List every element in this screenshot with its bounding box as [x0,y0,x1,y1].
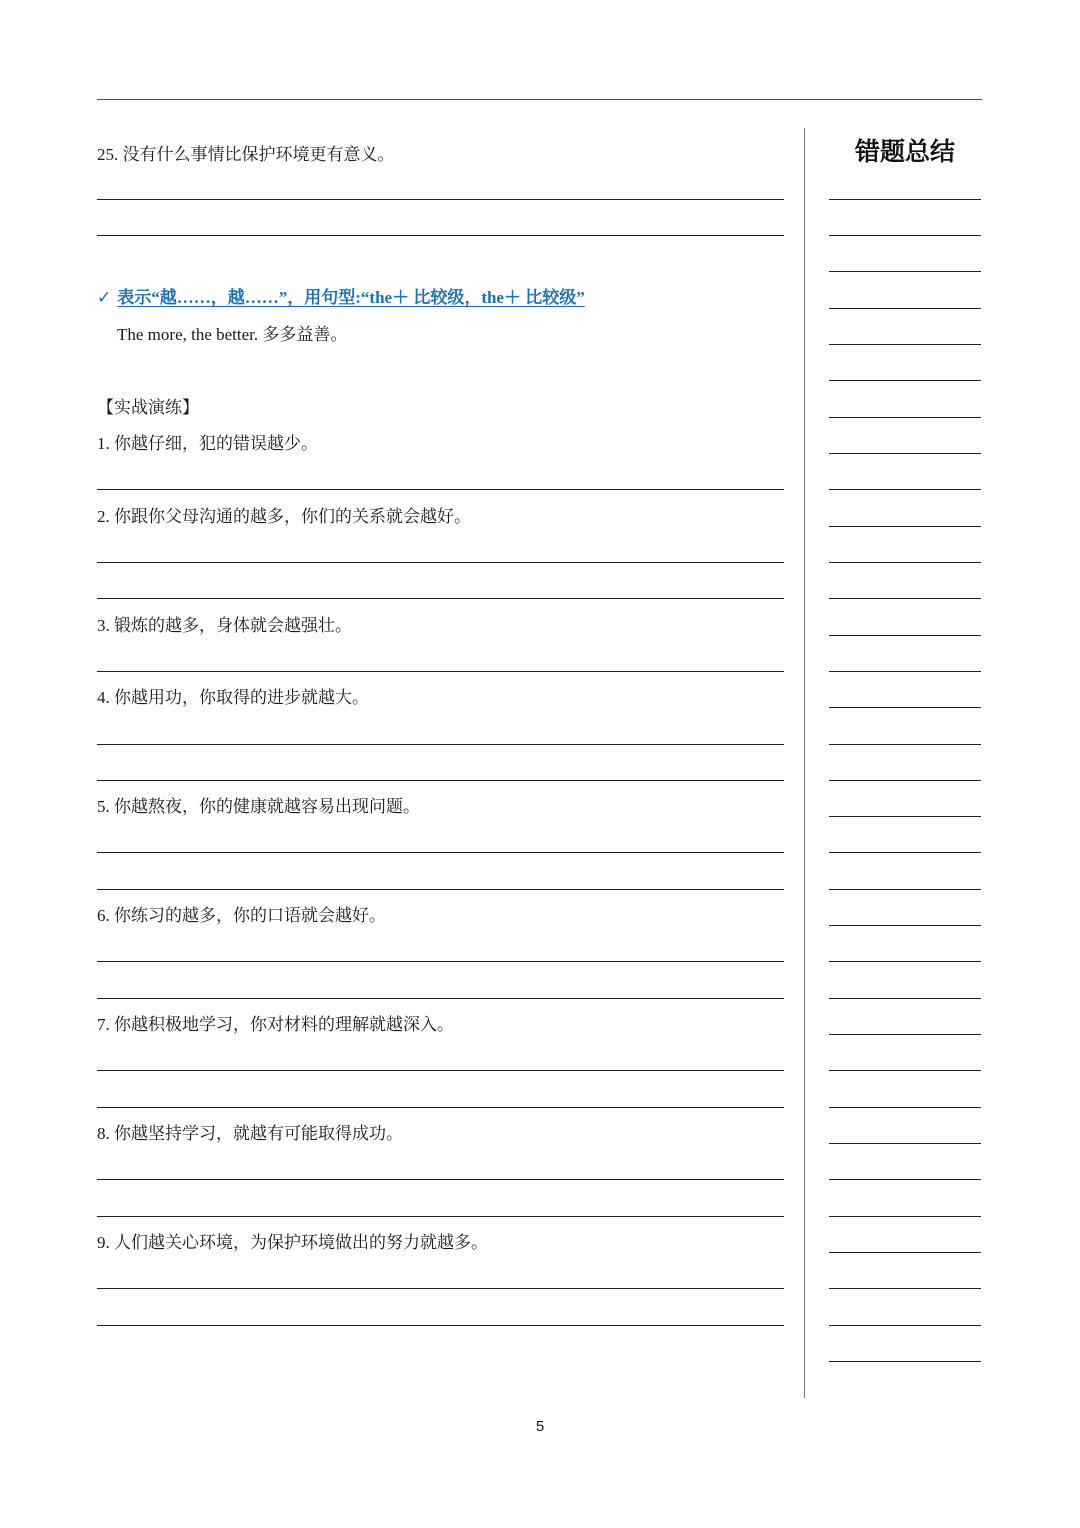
question-25: 25. 没有什么事情比保护环境更有意义。 [97,145,395,164]
page-number: 5 [535,1418,545,1435]
summary-line[interactable] [829,961,981,962]
summary-line[interactable] [829,1034,981,1035]
answer-line[interactable] [97,998,784,999]
summary-line[interactable] [829,526,981,527]
answer-line[interactable] [97,671,784,672]
summary-line[interactable] [829,1179,981,1180]
practice-item-7: 7. 你越积极地学习，你对材料的理解就越深入。 [97,1015,454,1034]
check-icon: ✓ [97,288,112,308]
answer-line[interactable] [97,744,784,745]
answer-line[interactable] [97,489,784,490]
summary-line[interactable] [829,635,981,636]
summary-line[interactable] [829,998,981,999]
answer-line[interactable] [97,235,784,236]
practice-item-5: 5. 你越熬夜，你的健康就越容易出现问题。 [97,797,420,816]
summary-line[interactable] [829,1288,981,1289]
practice-item-6: 6. 你练习的越多，你的口语就会越好。 [97,906,386,925]
summary-line[interactable] [829,1070,981,1071]
summary-line[interactable] [829,780,981,781]
column-divider [804,128,805,1398]
practice-item-8: 8. 你越坚持学习，就越有可能取得成功。 [97,1124,403,1143]
answer-line[interactable] [97,1325,784,1326]
summary-line[interactable] [829,489,981,490]
summary-line[interactable] [829,1325,981,1326]
summary-line[interactable] [829,562,981,563]
grammar-heading-text: 表示“越……，越……”，用句型:“the＋ 比较级，the＋ 比较级” [117,288,585,307]
practice-heading: 【实战演练】 [97,398,199,417]
answer-line[interactable] [97,598,784,599]
summary-line[interactable] [829,1216,981,1217]
error-summary-title: 错题总结 [854,137,955,166]
practice-item-9: 9. 人们越关心环境，为保护环境做出的努力就越多。 [97,1233,488,1252]
header-rule [97,99,982,100]
summary-line[interactable] [829,852,981,853]
answer-line[interactable] [97,1107,784,1108]
summary-line[interactable] [829,816,981,817]
practice-item-4: 4. 你越用功，你取得的进步就越大。 [97,688,369,707]
summary-line[interactable] [829,707,981,708]
answer-line[interactable] [97,1070,784,1071]
summary-line[interactable] [829,1361,981,1362]
answer-line[interactable] [97,1288,784,1289]
answer-line[interactable] [97,780,784,781]
answer-line[interactable] [97,889,784,890]
grammar-heading [97,286,599,310]
answer-line[interactable] [97,562,784,563]
summary-line[interactable] [829,1107,981,1108]
summary-line[interactable] [829,744,981,745]
summary-line[interactable] [829,889,981,890]
answer-line[interactable] [97,1179,784,1180]
summary-line[interactable] [829,925,981,926]
summary-line[interactable] [829,235,981,236]
grammar-example: The more, the better. 多多益善。 [117,325,348,344]
summary-line[interactable] [829,271,981,272]
practice-item-3: 3. 锻炼的越多，身体就会越强壮。 [97,616,352,635]
answer-line[interactable] [97,961,784,962]
summary-line[interactable] [829,671,981,672]
practice-item-2: 2. 你跟你父母沟通的越多，你们的关系就会越好。 [97,507,471,526]
answer-line[interactable] [97,1216,784,1217]
answer-line[interactable] [97,199,784,200]
summary-line[interactable] [829,344,981,345]
summary-line[interactable] [829,308,981,309]
summary-line[interactable] [829,1252,981,1253]
summary-line[interactable] [829,417,981,418]
practice-item-1: 1. 你越仔细，犯的错误越少。 [97,434,318,453]
summary-line[interactable] [829,598,981,599]
answer-line[interactable] [97,852,784,853]
summary-line[interactable] [829,1143,981,1144]
summary-line[interactable] [829,453,981,454]
summary-line[interactable] [829,199,981,200]
summary-line[interactable] [829,380,981,381]
